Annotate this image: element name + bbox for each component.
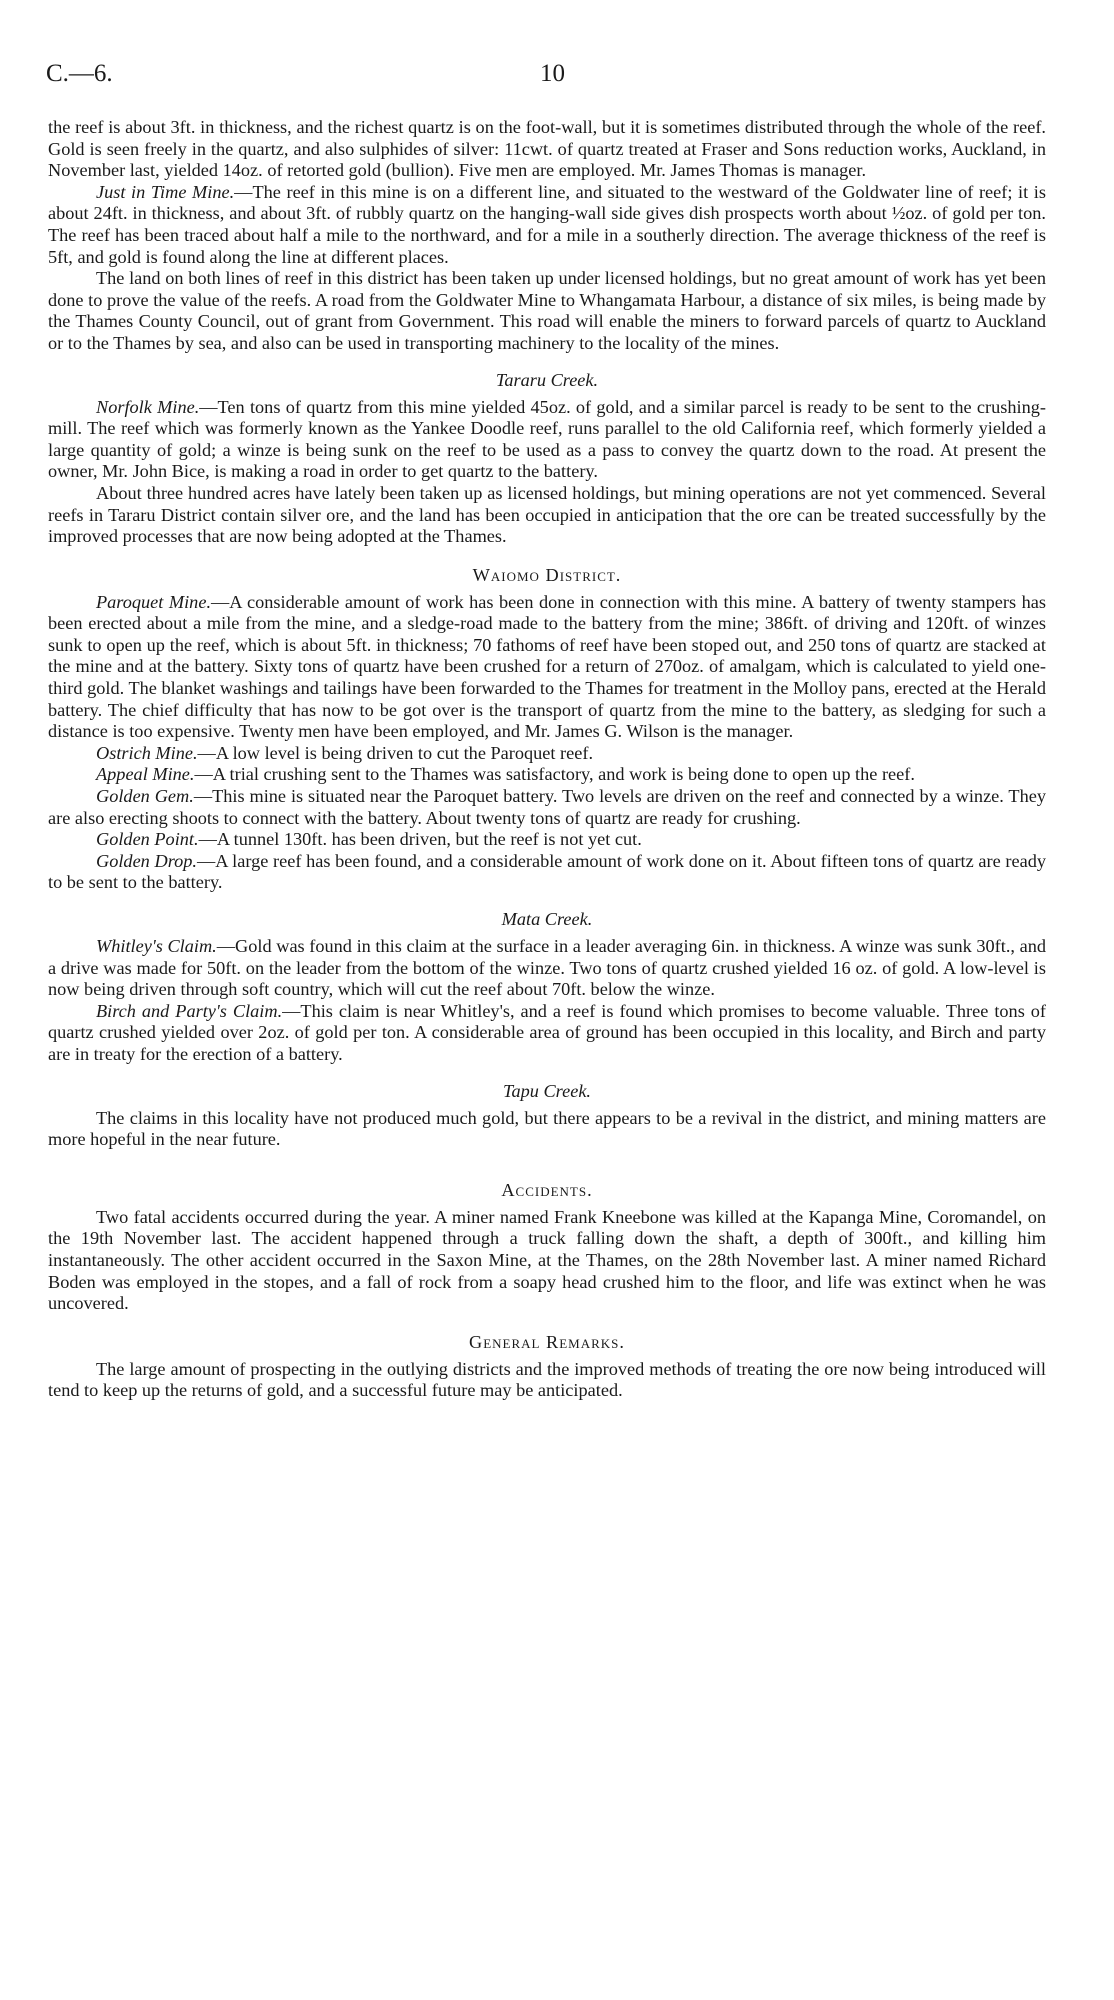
paragraph-tapu-claims: [48, 1108, 1046, 1151]
paragraph-text: —Gold was found in this claim at the surface in a leader averaging 6in. in thickness. A winze was sunk 30ft., and a drive was made for 50ft. on the leader from the bottom of the winze. Two tons of quartz crushed yielded 16 oz. of gold. A low-level is now being driven through soft country, which will cut the reef about 70ft. below the winze.: [48, 936, 1046, 1000]
mine-name: Whitley's Claim.: [96, 936, 217, 956]
paragraph-text: —A trial crushing sent to the Thames was satisfactory, and work is being done to open up the reef.: [194, 764, 915, 785]
paragraph-text: —The reef in this mine is on a different line, and situated to the westward of the Goldwater line of reef; it is about 24ft. in thickness, and about 3ft. of rubbly quartz on the hanging-wall side gives dish prospects worth about ½oz. of gold per ton. The reef has been traced about half a mile to the northward, and for a mile in a southerly direction. The average thickness of the reef is 5ft, and gold is found along the line at different places.: [48, 181, 1046, 267]
paragraph-text: —A large reef has been found, and a considerable amount of work done on it. About fifteen tons of quartz are ready to be sent to the battery.: [48, 850, 1046, 893]
mine-name: Birch and Party's Claim.: [96, 1000, 283, 1021]
section-heading-waiomo-district: Waiomo District.: [472, 564, 622, 585]
mine-name: Just in Time Mine.: [96, 181, 235, 202]
paragraph-text: About three hundred acres have lately been taken up as licensed holdings, but mining operations are not yet commenced. Several reefs in Tararu District contain silver ore, and the land has been occupied in anticipation that the ore can be treated successfully by the improved processes that are now being adopted at the Thames.: [48, 482, 1046, 547]
mine-name: Paroquet Mine.: [96, 591, 212, 612]
mine-name: Norfolk Mine.: [96, 396, 200, 417]
paragraph-text: the reef is about 3ft. in thickness, and the richest quartz is on the foot-wall, but it is sometimes distributed through the whole of the reef. Gold is seen freely in the quartz, and also sulphides of silver: 11cwt. of quartz treated at Fraser and Sons reduction works, Auckland, in November last, yielded 14oz. of retorted gold (bullion). Five men are employed. Mr. James Thomas is manager.: [48, 117, 1046, 181]
paragraph-tararu-holdings: [48, 483, 1046, 548]
paragraph-text: The large amount of prospecting in the outlying districts and the improved methods of treating the ore now being introduced will tend to keep up the returns of gold, and a successful future may be anticipated.: [48, 1358, 1046, 1401]
page-number: 10: [540, 60, 565, 87]
paragraph-ostrich-mine: [48, 743, 1046, 765]
paragraph-text: —This claim is near Whitley's, and a reef is found which promises to become valuable. Three tons of quartz crushed yielded over 2oz. of gold per ton. A considerable area of ground has been occupied in this locality, and Birch and party are in treaty for the erection of a battery.: [48, 1000, 1046, 1064]
paragraph-goldwater-continued: [48, 117, 1046, 182]
mine-name: Golden Gem.: [96, 786, 194, 807]
paragraph-text: Two fatal accidents occurred during the year. A miner named Frank Kneebone was killed at the Kapanga Mine, Coromandel, on the 19th November last. The accident happened through a truck falling down the shaft, a depth of 300ft., and killing him instantaneously. The other accident occurred in the Saxon Mine, at the Thames, on the 28th November last. A miner named Richard Boden was employed in the stopes, and a fall of rock from a soapy head crushed him to the floor, and life was extinct when he was uncovered.: [48, 1206, 1046, 1314]
paragraph-text: —A low level is being driven to cut the Paroquet reef.: [197, 742, 594, 763]
paragraph-paroquet-mine: [48, 592, 1046, 743]
paragraph-just-in-time-mine: [48, 182, 1046, 268]
paragraph-licensed-holdings: [48, 268, 1046, 354]
section-heading-accidents: Accidents.: [501, 1179, 593, 1200]
paragraph-text: The claims in this locality have not produced much gold, but there appears to be a revival in the district, and mining matters are more hopeful in the near future.: [48, 1107, 1046, 1150]
paragraph-text: —Ten tons of quartz from this mine yielded 45oz. of gold, and a similar parcel is ready to be sent to the crushing-mill. The reef which was formerly known as the Yankee Doodle reef, runs parallel to the old California reef, which formerly yielded a large quantity of gold; a winze is being sunk on the reef to be used as a pass to convey the quartz down to the road. At present the owner, Mr. John Bice, is making a road in order to get quartz to the battery.: [48, 396, 1046, 482]
subheading-tapu-creek: Tapu Creek.: [502, 1080, 592, 1101]
paragraph-golden-point: [48, 829, 1046, 851]
mine-name: Appeal Mine.: [96, 764, 195, 785]
paragraph-text: —A considerable amount of work has been done in connection with this mine. A battery of twenty stampers has been erected about a mile from the mine, and a sledge-road made to the battery from the mine; 386ft. of driving and 120ft. of winzes sunk to open up the reef, which is about 5ft. in thickness; 70 fathoms of reef have been stoped out, and 250 tons of quartz are stacked at the mine and at the battery. Sixty tons of quartz have been crushed for a return of 270oz. of amalgam, which is calculated to yield one-third gold. The blanket washings and tailings have been forwarded to the Thames for treatment in the Molloy pans, erected at the Herald battery. The chief difficulty that has now to be got over is the transport of quartz from the mine to the battery, as sledging for such a distance is too expensive. Twenty men have been employed, and Mr. James G. Wilson is the manager.: [48, 591, 1047, 742]
paragraph-golden-gem: [48, 786, 1046, 829]
mine-name: Golden Drop.: [96, 850, 197, 871]
paragraph-text: —A tunnel 130ft. has been driven, but the reef is not yet cut.: [198, 829, 642, 850]
paragraph-golden-drop: [48, 851, 1046, 894]
paragraph-norfolk-mine: [48, 397, 1046, 483]
mine-name: Golden Point.: [96, 829, 199, 850]
document-reference: C.—6.: [46, 60, 113, 87]
page-header: [46, 60, 1054, 96]
paragraph-text: —This mine is situated near the Paroquet battery. Two levels are driven on the reef and connected by a winze. They are also erecting shoots to connect with the battery. About twenty tons of quartz are ready for crushing.: [48, 786, 1046, 828]
paragraph-birch-and-partys-claim: [48, 1001, 1046, 1066]
mine-name: Ostrich Mine.: [96, 742, 198, 763]
paragraph-appeal-mine: [48, 764, 1046, 786]
paragraph-whitleys-claim: [48, 936, 1046, 1001]
subheading-tararu-creek: Tararu Creek.: [495, 369, 599, 390]
paragraph-text: The land on both lines of reef in this district has been taken up under licensed holdings, but no great amount of work has yet been done to prove the value of the reefs. A road from the Goldwater Mine to Whangamata Harbour, a distance of six miles, is being made by the Thames County Council, out of grant from Government. This road will enable the miners to forward parcels of quartz to Auckland or to the Thames by sea, and also can be used in transporting machinery to the locality of the mines.: [48, 268, 1046, 353]
subheading-mata-creek: Mata Creek.: [501, 909, 593, 929]
document-body: [48, 117, 1046, 1402]
paragraph-general-remarks: [48, 1359, 1046, 1402]
section-heading-general-remarks: General Remarks.: [469, 1331, 625, 1352]
paragraph-accidents: [48, 1207, 1046, 1315]
